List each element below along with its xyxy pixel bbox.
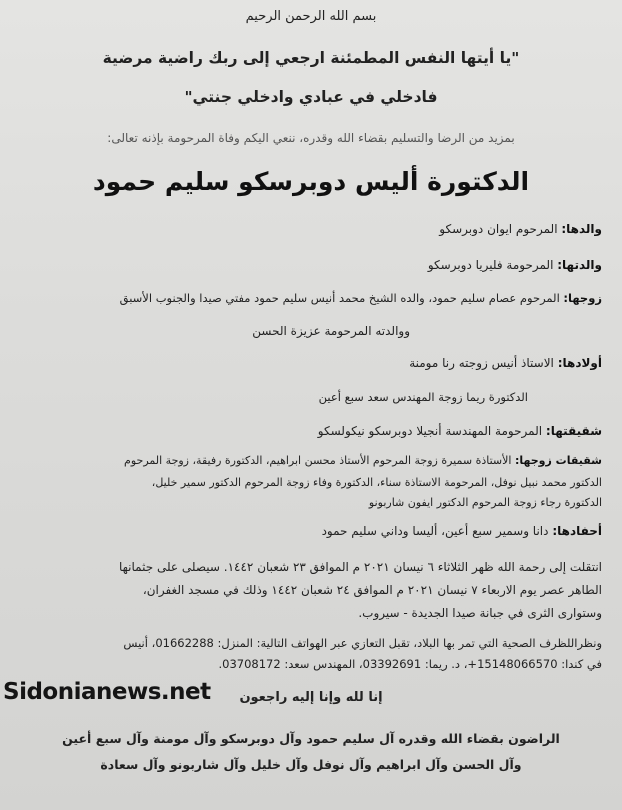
death-line-3: وستوارى الثرى في جبانة صيدا الجديدة - سيروب. (358, 606, 602, 620)
grandchildren-text: دانا وسمير سبع أعين، أليسا وداني سليم حمود (321, 524, 549, 538)
mourners-line-1: الراضون بقضاء الله وقدره آل سليم حمود وآل دوبرسكو وآل مومنة وآل سبع أعين (62, 731, 560, 746)
death-line-1: انتقلت إلى رحمة الله ظهر الثلاثاء ٦ نيسان ٢٠٢١ م الموافق ٢٣ شعبان ١٤٤٢. سيصلى على جثمانها (118, 560, 602, 574)
children-label: أولادها: (557, 356, 602, 370)
verse-line-2: فادخلي في عبادي وادخلي جنتي" (184, 88, 438, 106)
father-text: المرحوم ايوان دوبرسكو (439, 222, 558, 236)
watermark-logo: Sidonianews.net (3, 679, 211, 705)
father-label: والدها: (561, 222, 602, 236)
sisters-in-law-row (124, 454, 602, 467)
husband-text: المرحوم عصام سليم حمود، والده الشيخ محمد أنيس سليم حمود مفتي صيدا والجنوب الأسبق (119, 291, 560, 305)
intro-line: بمزيد من الرضا والتسليم بقضاء الله وقدره، ننعي اليكم وفاة المرحومة بإذنه تعالى: (107, 131, 515, 145)
condolences-line-1: ونظراللظرف الصحية التي تمر بها البلاد، تقبل التعازي عبر الهواتف التالية: المنزل: 01662288، أنيس (123, 636, 602, 650)
husband-row (120, 291, 602, 305)
sisters-in-law-text: الأستاذة سميرة زوجة المرحوم الأستاذ محسن ابراهيم، الدكتورة رفيقة، زوجة المرحوم (124, 454, 512, 467)
sister-label: شقيقتها: (545, 424, 602, 438)
children-text: الاستاذ أنيس زوجته رنا مومنة (409, 356, 554, 370)
mother-label: والدتها: (557, 258, 602, 272)
condolences-line-2: في كندا: 15148066570+، د. ريما: 03392691، المهندس سعد: 03708172. (218, 657, 602, 671)
children-row (409, 356, 602, 370)
grandchildren-row (322, 524, 602, 538)
mother-row (428, 258, 602, 272)
sisters-in-law-label: شقيقات زوجها: (514, 454, 602, 467)
father-row (439, 222, 602, 236)
verse-line-1: "يا أيتها النفس المطمئنة ارجعي إلى ربك راضية مرضية (102, 49, 520, 67)
deceased-name: الدكتورة أليس دوبرسكو سليم حمود (92, 167, 530, 196)
death-line-2: الطاهر عصر يوم الاربعاء ٧ نيسان ٢٠٢١ م الموافق ٢٤ شعبان ١٤٤٢ وذلك في مسجد الغفران، (142, 583, 602, 597)
sister-row (318, 424, 602, 438)
mourners-line-2: وآل الحسن وآل ابراهيم وآل نوفل وآل خليل وآل شاربونو وآل سعادة (100, 757, 522, 772)
sisters-in-law-line-3: الدكتورة رجاء زوجة المرحوم الدكتور ايفون شاربونو (368, 496, 602, 509)
mother-text: المرحومة فليريا دوبرسكو (427, 258, 554, 272)
basmala: بسم الله الرحمن الرحيم (245, 9, 377, 24)
sisters-in-law-line-2: الدكتور محمد نبيل نوفل، المرحومة الاستاذة سناء، الدكتورة وفاء زوجة المرحوم الدكتور سمير خليل، (151, 476, 602, 489)
grandchildren-label: أحفادها: (552, 524, 602, 538)
sister-text: المرحومة المهندسة أنجيلا دوبرسكو نيكولسكو (317, 424, 543, 438)
children-line-2: الدكتورة ريما زوجة المهندس سعد سبع أعين (318, 390, 528, 404)
husband-line-2: ووالدته المرحومة عزيزة الحسن (252, 324, 410, 338)
husband-label: زوجها: (563, 291, 602, 305)
quran-verse: إنا لله وإنا إليه راجعون (239, 690, 383, 705)
